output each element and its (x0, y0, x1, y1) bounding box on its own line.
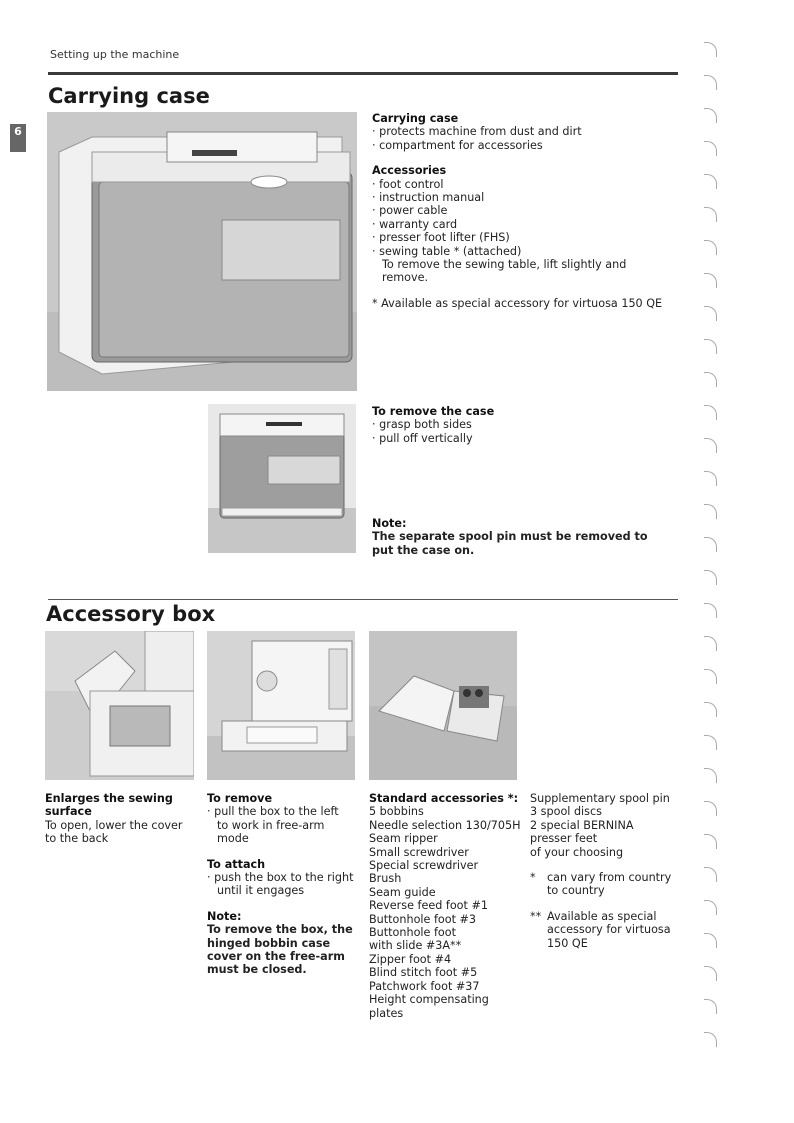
list-item: · foot control (372, 177, 444, 191)
note-text: To remove the box, the hinged bobbin case cover on the free-arm must be closed. (207, 923, 353, 977)
supplementary-accessories-list (530, 792, 680, 950)
text-line: to country (547, 884, 605, 898)
accessory-box-contents-photo (369, 631, 517, 780)
text-line: accessory for virtuosa (547, 923, 671, 937)
remove-case-instructions (372, 405, 672, 445)
accessory-box-col2 (207, 792, 357, 977)
carrying-case-heading: Carrying case (372, 112, 459, 125)
remove-case-photo (208, 404, 356, 553)
list-item: 2 special BERNINA (530, 818, 634, 832)
list-item: Special screwdriver (369, 859, 479, 873)
list-item: Reverse feed foot #1 (369, 899, 488, 913)
list-item: of your choosing (530, 845, 624, 859)
enlarges-heading: Enlarges the sewing surface (45, 792, 173, 819)
list-item: Supplementary spool pin (530, 792, 670, 805)
list-item: presser feet (530, 832, 598, 846)
spool-pin-note (372, 517, 672, 557)
list-item: Height compensating (369, 993, 489, 1007)
list-item: Seam ripper (369, 832, 438, 846)
list-item: Needle selection 130/705H (369, 818, 521, 832)
running-head: Setting up the machine (50, 48, 180, 61)
text-line: · pull the box to the left (207, 805, 339, 819)
list-item: · compartment for accessories (372, 138, 543, 152)
footnote: * Available as special accessory for virtuosa 150 QE (372, 296, 663, 310)
list-item: · sewing table * (attached) (372, 244, 522, 258)
note-label: Note: (207, 909, 242, 923)
list-item: Patchwork foot #37 (369, 979, 480, 993)
text-line: 150 QE (547, 936, 588, 950)
text-line: To open, lower the cover (45, 818, 183, 832)
list-item: Zipper foot #4 (369, 952, 452, 966)
list-item: Blind stitch foot #5 (369, 966, 478, 980)
list-item: · protects machine from dust and dirt (372, 125, 582, 139)
carrying-case-photo (47, 112, 357, 391)
list-item: · pull off vertically (372, 431, 473, 445)
list-item: · power cable (372, 204, 448, 218)
list-item: plates (369, 1006, 404, 1020)
accessory-box-open-photo (45, 631, 194, 780)
list-item: Small screwdriver (369, 845, 469, 859)
footnote-mark: * (530, 871, 536, 885)
binder-holes (700, 40, 730, 1070)
accessories-heading: Accessories (372, 164, 447, 178)
carrying-case-description (372, 112, 672, 310)
to-attach-heading: To attach (207, 857, 266, 871)
text-line: can vary from country (547, 871, 672, 885)
section-title-accessory-box: Accessory box (46, 602, 216, 626)
list-item: Buttonhole foot #3 (369, 912, 477, 926)
list-item: · presser foot lifter (FHS) (372, 231, 510, 245)
list-item: 3 spool discs (530, 805, 602, 819)
header-rule (48, 72, 678, 75)
list-item: · instruction manual (372, 191, 485, 205)
text-line: to the back (45, 832, 109, 846)
text-line: · push the box to the right (207, 871, 354, 885)
page-tab: 6 (10, 124, 26, 152)
list-item: Brush (369, 872, 402, 886)
standard-accessories-heading: Standard accessories *: (369, 792, 519, 805)
accessory-box-remove-photo (207, 631, 355, 780)
list-item: · grasp both sides (372, 418, 472, 432)
text-line: Available as special (547, 909, 657, 923)
list-item: with slide #3A** (369, 939, 462, 953)
footnote-mark: ** (530, 909, 542, 923)
list-item: Buttonhole foot (369, 926, 456, 940)
to-remove-heading: To remove (207, 792, 273, 805)
note-text: The separate spool pin must be removed to put the case on. (372, 530, 648, 557)
footnote-special-accessory (530, 910, 680, 950)
text-line: until it engages (217, 884, 305, 898)
text-line: to work in free-arm mode (217, 818, 325, 846)
list-item: 5 bobbins (369, 805, 424, 819)
note-label: Note: (372, 517, 407, 530)
section-divider (48, 599, 678, 600)
section-title-carrying-case: Carrying case (48, 84, 210, 108)
standard-accessories-list (369, 792, 524, 1020)
footnote-country (530, 871, 680, 898)
list-item: Seam guide (369, 885, 436, 899)
accessories-remove-note: To remove the sewing table, lift slightly and remove. (382, 258, 627, 285)
list-item: · warranty card (372, 217, 458, 231)
accessory-box-col1 (45, 792, 195, 846)
remove-case-heading: To remove the case (372, 405, 495, 418)
